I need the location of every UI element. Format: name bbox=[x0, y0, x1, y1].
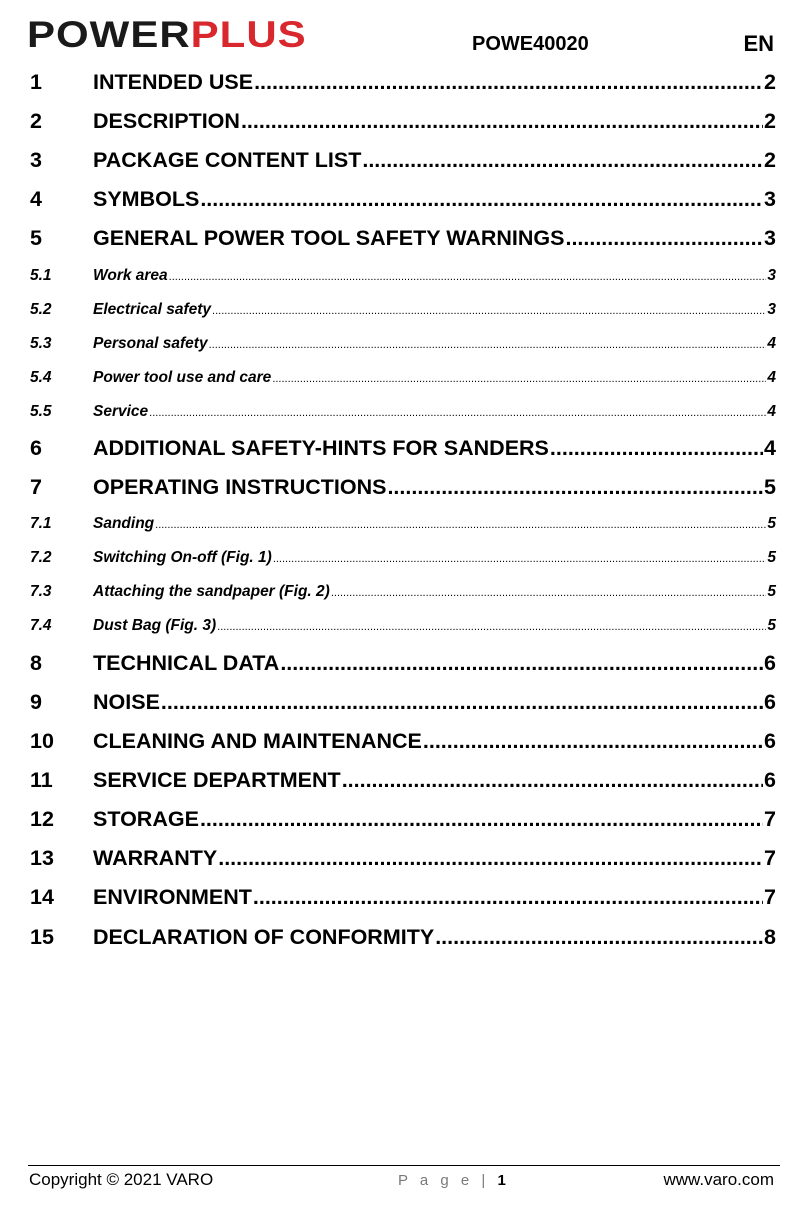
toc-subentry[interactable]: 5.4 Power tool use and care ..... 4 bbox=[30, 369, 776, 387]
toc-entry[interactable]: 12 STORAGE ..... 7 bbox=[30, 807, 776, 832]
toc-entry[interactable]: 3 PACKAGE CONTENT LIST ..... 2 bbox=[30, 148, 776, 173]
toc-subentry[interactable]: 7.2 Switching On-off (Fig. 1) ..... 5 bbox=[30, 549, 776, 567]
toc-subentry[interactable]: 7.1 Sanding ..... 5 bbox=[30, 515, 776, 533]
toc-entry[interactable]: 11 SERVICE DEPARTMENT ..... 6 bbox=[30, 768, 776, 793]
page-indicator bbox=[398, 1172, 506, 1189]
model-number: POWE40020 bbox=[472, 33, 589, 55]
toc-subentry[interactable]: 5.2 Electrical safety ..... 3 bbox=[30, 301, 776, 319]
brand-logo: POWERPLUS bbox=[27, 13, 307, 55]
toc-subentry[interactable]: 7.4 Dust Bag (Fig. 3) ..... 5 bbox=[30, 617, 776, 635]
toc-entry[interactable]: 15 DECLARATION OF CONFORMITY ..... 8 bbox=[30, 925, 776, 950]
language-code: EN bbox=[743, 31, 774, 56]
toc-entry[interactable]: 1 INTENDED USE ..... 2 bbox=[30, 70, 776, 95]
page-number: 1 bbox=[497, 1172, 506, 1189]
toc-subentry[interactable]: 5.5 Service ..... 4 bbox=[30, 403, 776, 421]
toc-entry[interactable]: 4 SYMBOLS ..... 3 bbox=[30, 187, 776, 212]
toc-entry[interactable]: 2 DESCRIPTION ..... 2 bbox=[30, 109, 776, 134]
toc-entry[interactable]: 7 OPERATING INSTRUCTIONS ..... 5 bbox=[30, 475, 776, 500]
page-label: P a g e | bbox=[398, 1172, 490, 1189]
copyright-text: Copyright © 2021 VARO bbox=[29, 1170, 214, 1189]
toc-entry[interactable]: 10 CLEANING AND MAINTENANCE ..... 6 bbox=[30, 729, 776, 754]
toc-subentry[interactable]: 7.3 Attaching the sandpaper (Fig. 2) ..... 5 bbox=[30, 583, 776, 601]
toc-entry[interactable]: 13 WARRANTY ..... 7 bbox=[30, 846, 776, 871]
footer-divider bbox=[28, 1165, 780, 1166]
toc-subentry[interactable]: 5.3 Personal safety ..... 4 bbox=[30, 335, 776, 353]
website-link[interactable]: www.varo.com bbox=[663, 1170, 774, 1189]
toc-entry[interactable]: 8 TECHNICAL DATA ..... 6 bbox=[30, 651, 776, 676]
toc-entry[interactable]: 6 ADDITIONAL SAFETY-HINTS FOR SANDERS ..... 4 bbox=[30, 436, 776, 461]
toc-subentry[interactable]: 5.1 Work area ..... 3 bbox=[30, 267, 776, 285]
toc-entry[interactable]: 14 ENVIRONMENT ..... 7 bbox=[30, 885, 776, 910]
toc-entry[interactable]: 5 GENERAL POWER TOOL SAFETY WARNINGS ..... 3 bbox=[30, 226, 776, 251]
toc-entry[interactable]: 9 NOISE ..... 6 bbox=[30, 690, 776, 715]
